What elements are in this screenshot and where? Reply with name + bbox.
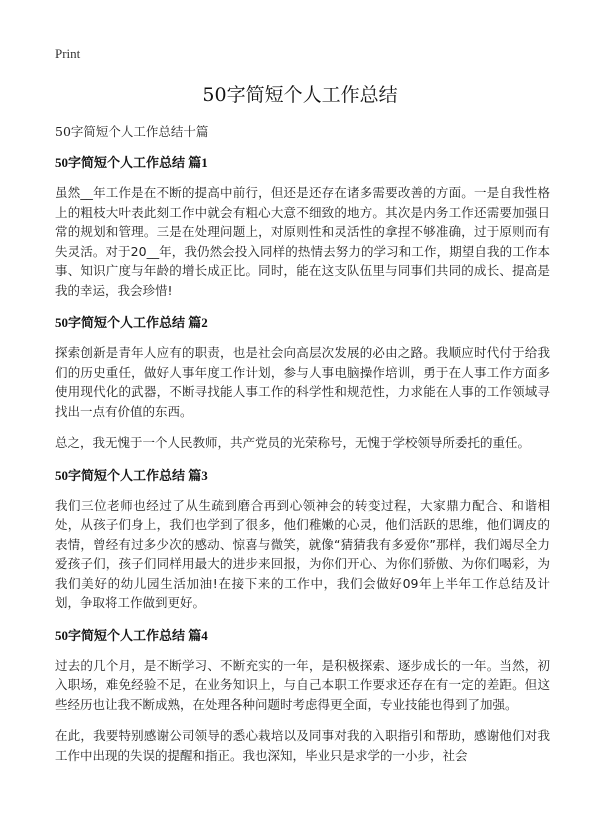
section-heading: 50字简短个人工作总结 篇1 [55, 155, 208, 170]
paragraph: 探索创新是青年人应有的职责，也是社会向高层次发展的必由之路。我顺应时代付于给我们的历史重任，做好人事年度工作计划，参与人事电脑操作培训，勇于在人事工作方面多使用现代化的武器，不断寻找能人事工作的科学性和规范性，力求能在人事的工作领域寻找出一点有价值的东西。 [55, 345, 550, 419]
section-2 [55, 312, 550, 453]
document-subtitle: 50字简短个人工作总结十篇 [55, 124, 209, 139]
paragraph: 虽然__年工作是在不断的提高中前行，但还是还存在诸多需要改善的方面。一是自我性格上的粗枝大叶表此刻工作中就会有粗心大意不细致的地方。其次是内务工作还需要加强日常的规划和管理。三是在处理问题上，对原则性和灵活性的拿捏不够准确，过于原则而有失灵活。对于20__年，我仍然会投入同样的热情去努力的学习和工作，期望自我的工作本事、知识广度与年龄的增长成正比。同时，能在这支队伍里与同事们共同的成长、提高是我的幸运，我会珍惜! [55, 185, 550, 298]
section-3 [55, 465, 550, 613]
document-title: 50字简短个人工作总结 [202, 84, 398, 106]
section-4 [55, 625, 550, 766]
paragraph: 我们三位老师也经过了从生疏到磨合再到心领神会的转变过程，大家鼎力配合、和谐相处，从孩子们身上，我们也学到了很多，他们稚嫩的心灵，他们活跃的思维，他们调皮的表情，曾经有过多少次的感动、惊喜与微笑，就像“猜猜我有多爱你”那样，我们竭尽全力爱孩子们，孩子们同样用最大的进步来回报，为你们开心、为你们骄傲、为你们喝彩，为我们美好的幼儿园生活加油!在接下来的工作中，我们会做好09年上半年工作总结及计划，争取将工作做到更好。 [55, 497, 550, 610]
section-heading: 50字简短个人工作总结 篇4 [55, 627, 208, 643]
section-1 [55, 152, 550, 300]
paragraph: 在此，我要特别感谢公司领导的悉心栽培以及同事对我的入职指引和帮助，感谢他们对我工作中出现的失误的提醒和指正。我也深知，毕业只是求学的一小步，社会 [55, 728, 550, 763]
paragraph: 过去的几个月，是不断学习、不断充实的一年，是积极探索、逐步成长的一年。当然，初入职场，难免经验不足，在业务知识上，与自己本职工作要求还存在有一定的差距。但这些经历也让我不断成熟，在处理各种问题时考虑得更全面，专业技能也得到了加强。 [55, 657, 550, 712]
print-label: Print [55, 46, 81, 61]
section-heading: 50字简短个人工作总结 篇3 [55, 467, 208, 483]
document-body [55, 152, 550, 777]
paragraph: 总之，我无愧于一个人民教师，共产党员的光荣称号，无愧于学校领导所委托的重任。 [55, 435, 531, 450]
section-heading: 50字简短个人工作总结 篇2 [55, 315, 208, 330]
